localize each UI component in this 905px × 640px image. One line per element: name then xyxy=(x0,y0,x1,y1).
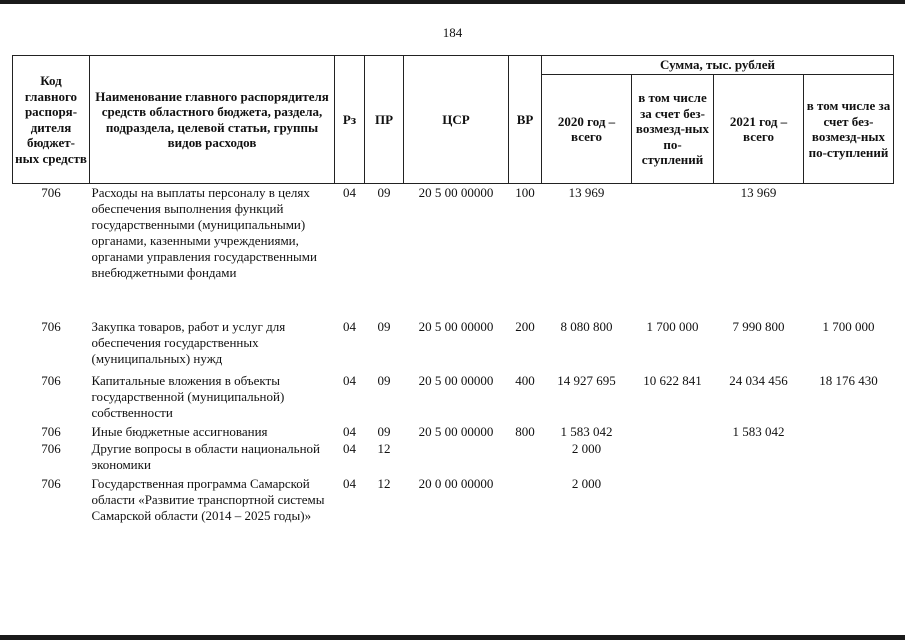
header-name: Наименование главного распорядителя средств областного бюджета, раздела, подраздела, целевой статьи, группы видов расходов xyxy=(90,56,335,184)
cell-2021-total: 1 583 042 xyxy=(732,423,785,439)
cell-name: Расходы на выплаты персоналу в целях обеспечения выполнения функций государственными (муниципальными) органами, казенными учреждениями, органами управления государственными внебюджетными фондами xyxy=(91,185,317,280)
cell-2020-free: 10 622 841 xyxy=(643,372,702,388)
cell-rz: 04 xyxy=(343,318,356,334)
cell-pr: 09 xyxy=(377,318,391,334)
page-number: 184 xyxy=(442,25,463,40)
cell-2020-free xyxy=(632,441,714,476)
cell-csr: 20 5 00 00000 xyxy=(418,423,494,439)
cell-2021-free: 1 700 000 xyxy=(822,318,875,334)
cell-pr: 12 xyxy=(377,440,391,456)
cell-rz: 04 xyxy=(343,423,356,439)
header-pr: ПР xyxy=(365,56,404,184)
cell-pr: 09 xyxy=(377,372,391,388)
header-code: Код главного распоря-дителя бюджет-ных средств xyxy=(13,56,90,184)
header-sum-group: Сумма, тыс. рублей xyxy=(542,56,894,75)
cell-name: Капитальные вложения в объекты государственной (муниципальной) собственности xyxy=(91,372,285,420)
cell-rz: 04 xyxy=(343,185,356,200)
cell-csr: 20 0 00 00000 xyxy=(418,475,494,491)
header-2021-total: 2021 год – всего xyxy=(714,75,804,184)
cell-2021-free xyxy=(804,476,894,544)
cell-vr: 200 xyxy=(515,318,535,334)
header-rz: Рз xyxy=(335,56,365,184)
cell-code: 706 xyxy=(41,475,61,491)
cell-pr: 09 xyxy=(377,185,391,200)
cell-2021-total xyxy=(714,476,804,544)
cell-2020-free xyxy=(632,424,714,441)
cell-2021-free xyxy=(804,184,894,319)
header-2021-free: в том числе за счет без-возмезд-ных по-ступлений xyxy=(804,75,894,184)
cell-pr: 12 xyxy=(377,475,391,491)
cell-2020-total: 1 583 042 xyxy=(560,423,613,439)
header-vr: ВР xyxy=(509,56,542,184)
table-row xyxy=(13,476,894,544)
cell-name: Другие вопросы в области национальной экономики xyxy=(91,440,320,472)
cell-vr: 400 xyxy=(515,372,535,388)
header-2020-free: в том числе за счет без-возмезд-ных по-ступлений xyxy=(632,75,714,184)
cell-2021-total: 13 969 xyxy=(740,185,777,200)
cell-2020-total: 8 080 800 xyxy=(560,318,613,334)
cell-2021-total: 7 990 800 xyxy=(732,318,785,334)
table-row xyxy=(13,319,894,373)
cell-code: 706 xyxy=(41,318,61,334)
table-row xyxy=(13,441,894,476)
cell-rz: 04 xyxy=(343,475,356,491)
cell-2021-total: 24 034 456 xyxy=(729,372,788,388)
cell-name: Иные бюджетные ассигнования xyxy=(91,423,268,439)
cell-name: Государственная программа Самарской области «Развитие транспортной системы Самарской области (2014 – 2025 годы)» xyxy=(91,475,325,523)
cell-rz: 04 xyxy=(343,372,356,388)
cell-vr xyxy=(509,476,542,544)
cell-2021-free xyxy=(804,441,894,476)
budget-table xyxy=(12,55,894,544)
cell-code: 706 xyxy=(41,423,61,439)
cell-code: 706 xyxy=(41,372,61,388)
cell-2020-free: 1 700 000 xyxy=(646,318,699,334)
cell-vr: 100 xyxy=(515,185,535,200)
cell-csr xyxy=(404,441,509,476)
cell-code: 706 xyxy=(41,185,61,200)
cell-2020-free xyxy=(632,476,714,544)
cell-name: Закупка товаров, работ и услуг для обеспечения государственных (муниципальных) нужд xyxy=(91,318,286,366)
cell-vr xyxy=(509,441,542,476)
cell-csr: 20 5 00 00000 xyxy=(418,372,494,388)
cell-2021-free: 18 176 430 xyxy=(819,372,878,388)
cell-2020-total: 14 927 695 xyxy=(557,372,616,388)
scan-top-edge xyxy=(0,0,905,4)
cell-2020-total: 2 000 xyxy=(571,440,602,456)
cell-2020-free xyxy=(632,184,714,319)
header-csr: ЦСР xyxy=(404,56,509,184)
table-row xyxy=(13,424,894,441)
cell-2020-total: 2 000 xyxy=(571,475,602,491)
cell-2020-total: 13 969 xyxy=(568,185,605,200)
header-2020-total: 2020 год – всего xyxy=(542,75,632,184)
cell-csr: 20 5 00 00000 xyxy=(418,185,494,200)
cell-vr: 800 xyxy=(515,423,535,439)
cell-pr: 09 xyxy=(377,423,391,439)
table-row xyxy=(13,184,894,319)
table-row xyxy=(13,373,894,424)
cell-csr: 20 5 00 00000 xyxy=(418,318,494,334)
cell-rz: 04 xyxy=(343,440,356,456)
cell-2021-total xyxy=(714,441,804,476)
scan-bottom-edge xyxy=(0,635,905,640)
cell-code: 706 xyxy=(41,440,61,456)
cell-2021-free xyxy=(804,424,894,441)
